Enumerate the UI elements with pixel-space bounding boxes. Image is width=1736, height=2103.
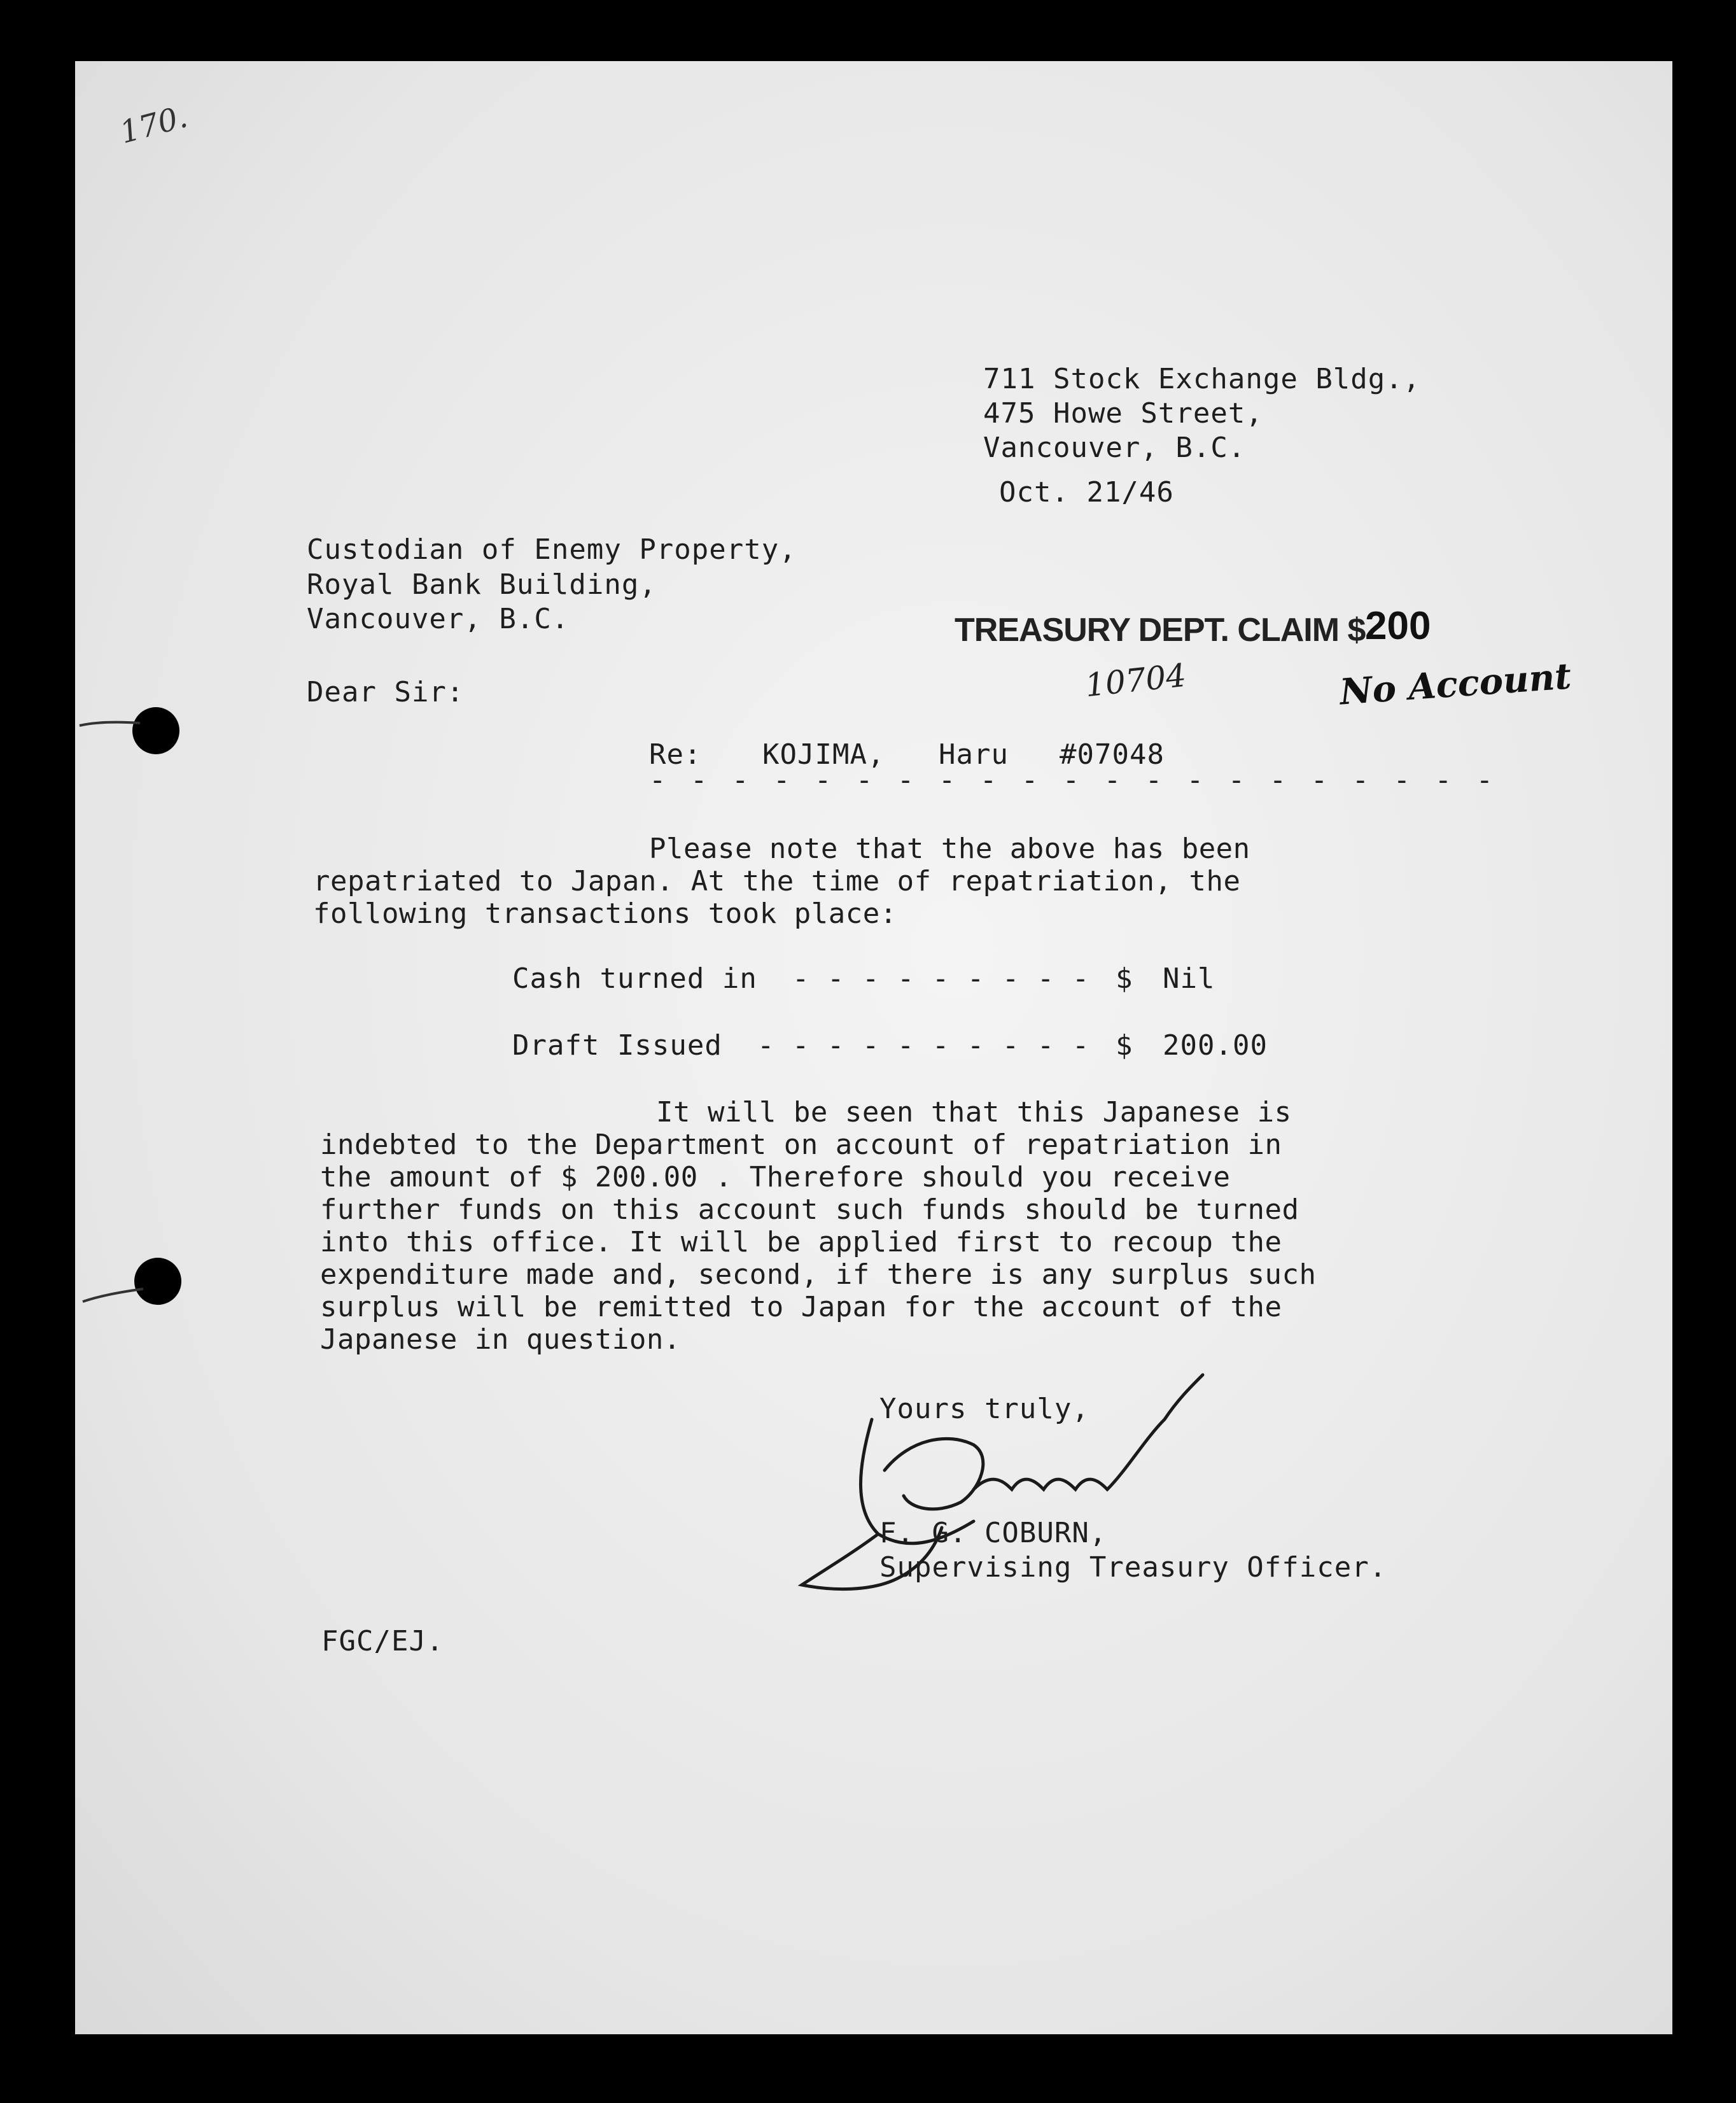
transaction-currency: $	[1116, 1029, 1133, 1062]
sender-address-line-3: Vancouver, B.C.	[983, 432, 1246, 464]
reference-given-name: Haru	[939, 738, 1009, 771]
reference-surname: KOJIMA,	[762, 738, 885, 771]
sender-address-line-2: 475 Howe Street,	[983, 397, 1263, 430]
reference-prefix: Re:	[649, 738, 702, 771]
binder-mark-icon	[76, 713, 153, 732]
transaction-leader: - - - - - - - - -	[792, 962, 1090, 995]
paragraph-repatriation: Please note that the above has been repatriated to Japan. At the time of repatriation, the following transactions took place:	[313, 833, 1250, 930]
typist-initials: FGC/EJ.	[321, 1625, 444, 1657]
handwritten-file-number: 10704	[1083, 656, 1188, 705]
recipient-line-2: Royal Bank Building,	[307, 568, 657, 601]
claim-amount: 200	[1365, 604, 1431, 648]
transaction-leader: - - - - - - - - - -	[757, 1029, 1090, 1062]
transaction-label: Cash turned in	[512, 962, 757, 995]
signer-title: Supervising Treasury Officer.	[879, 1551, 1387, 1584]
treasury-claim-stamp: TREASURY DEPT. CLAIM $	[955, 612, 1366, 649]
reference-underline: - - - - - - - - - - - - - - - - - - - - -	[649, 764, 1497, 796]
margin-note: 170.	[116, 99, 192, 151]
transaction-amount: Nil	[1163, 962, 1215, 995]
letter-date: Oct. 21/46	[999, 476, 1174, 509]
sender-address-line-1: 711 Stock Exchange Bldg.,	[983, 363, 1421, 395]
claim-note: No Account	[1338, 655, 1573, 714]
paragraph-indebtedness: It will be seen that this Japanese is indebted to the Department on account of repatriation in the amount of $ 200.00 . Therefore should you receive further funds on this account such funds should be turned into this office. It will be applied first to recoup the expenditure made and, second, if there is any surplus such surplus will be remitted to Japan for the account of the Japanese in question.	[320, 1096, 1317, 1356]
recipient-line-3: Vancouver, B.C.	[307, 603, 570, 635]
transaction-label: Draft Issued	[512, 1029, 722, 1062]
closing: Yours truly,	[879, 1393, 1089, 1425]
salutation: Dear Sir:	[307, 676, 465, 708]
signer-name: F. G. COBURN,	[879, 1517, 1107, 1549]
reference-file-number: #07048	[1060, 738, 1165, 771]
transaction-amount: 200.00	[1163, 1029, 1268, 1062]
binder-mark-icon	[80, 1283, 150, 1308]
recipient-line-1: Custodian of Enemy Property,	[307, 533, 797, 566]
transaction-currency: $	[1116, 962, 1133, 995]
